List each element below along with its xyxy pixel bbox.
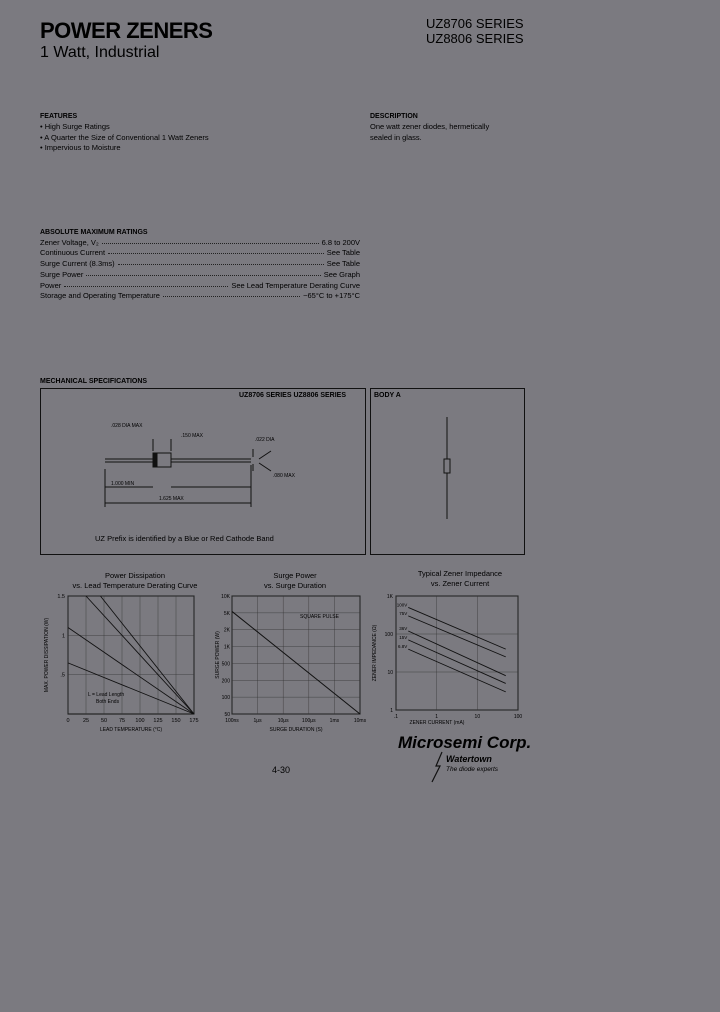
x-tick-label: 100 xyxy=(135,718,145,724)
features-heading: FEATURES xyxy=(40,113,78,120)
rating-row xyxy=(40,248,360,257)
y-tick-label: 2K xyxy=(223,627,230,634)
y-tick-label: 200 xyxy=(221,678,230,685)
dim-label-band: .028 DIA MAX xyxy=(111,423,143,429)
rating-value: −65°C to +175°C xyxy=(303,291,360,300)
y-tick-label: 1.5 xyxy=(57,594,65,600)
dim-label-body-len: .150 MAX xyxy=(181,433,203,439)
x-axis-label: ZENER CURRENT (mA) xyxy=(409,720,465,726)
series-label-1: UZ8706 SERIES xyxy=(426,16,524,31)
rating-row xyxy=(40,281,360,290)
diode-dimension-drawing xyxy=(41,389,365,554)
y-axis-label: MAX. POWER DISSIPATION (W) xyxy=(44,617,50,693)
x-tick-label: 10 xyxy=(474,714,481,720)
body-a-label: BODY A xyxy=(374,392,401,399)
dim-label-total: 1.625 MAX xyxy=(159,496,184,502)
series-label: 6.8V xyxy=(397,644,408,650)
y-tick-label: 1K xyxy=(223,644,230,651)
y-tick-label: 1 xyxy=(390,708,393,714)
page-number: 4-30 xyxy=(272,765,291,775)
plot-frame xyxy=(68,596,194,714)
x-tick-label: 10ms xyxy=(353,718,367,724)
description-line: sealed in glass. xyxy=(370,132,422,142)
series-line xyxy=(408,649,506,692)
series-line xyxy=(408,616,506,657)
series-label: 36V xyxy=(399,625,408,631)
chart2-title-line: vs. Surge Duration xyxy=(263,580,327,590)
x-axis-label: LEAD TEMPERATURE (°C) xyxy=(99,727,163,733)
chart3-title-line: vs. Zener Current xyxy=(430,578,490,588)
x-tick-label: 10μs xyxy=(277,718,289,724)
series-line xyxy=(232,611,360,714)
mechanical-drawing-box xyxy=(40,388,366,555)
rating-value: See Table xyxy=(326,248,360,257)
rating-label: Zener Voltage, V₂ xyxy=(40,238,99,247)
y-tick-label: 1K xyxy=(386,594,393,600)
page-subtitle: 1 Watt, Industrial xyxy=(40,44,160,61)
y-tick-label: 50 xyxy=(224,712,230,718)
x-tick-label: 25 xyxy=(82,718,90,724)
x-tick-label: .1 xyxy=(393,714,399,720)
features-list xyxy=(40,122,209,154)
zener-impedance-chart xyxy=(368,588,528,726)
y-tick-label: 10K xyxy=(221,594,230,600)
y-tick-label: 10 xyxy=(387,670,393,676)
x-tick-label: 1 xyxy=(435,714,439,720)
rating-label: Power xyxy=(40,281,62,290)
dim-label-lead-dia: .022 DIA xyxy=(255,437,275,443)
x-tick-label: 0 xyxy=(66,718,70,724)
mechanical-series-label: UZ8706 SERIES UZ8806 SERIES xyxy=(239,392,346,399)
y-tick-label: 100 xyxy=(221,695,230,702)
chart2-title-line: Surge Power xyxy=(273,571,317,580)
rating-label: Continuous Current xyxy=(40,248,106,257)
x-tick-label: 75 xyxy=(118,718,126,724)
description-line: One watt zener diodes, hermetically xyxy=(370,122,490,131)
series-label: 15V xyxy=(399,634,408,640)
x-tick-label: 100μs xyxy=(301,718,316,724)
x-tick-label: 125 xyxy=(153,718,163,724)
rating-label: Surge Power xyxy=(40,270,84,279)
x-tick-label: 100 xyxy=(513,714,523,720)
body-a-box xyxy=(370,388,525,555)
chart1-title-line: Power Dissipation xyxy=(104,571,166,580)
x-tick-label: 175 xyxy=(189,718,199,724)
logo-subtitle: Watertown xyxy=(446,754,492,764)
power-dissipation-chart xyxy=(40,590,210,735)
rating-value: 6.8 to 200V xyxy=(321,238,360,247)
feature-item: • Impervious to Moisture xyxy=(40,143,121,152)
page-title: POWER ZENERS xyxy=(40,18,213,43)
chart-annotation: SQUARE PULSE xyxy=(300,614,339,620)
rating-row xyxy=(40,238,360,247)
series-label: 100V xyxy=(396,602,408,608)
legend-text: Both Ends xyxy=(96,699,120,705)
x-tick-label: 1μs xyxy=(253,718,262,724)
rating-value: See Lead Temperature Derating Curve xyxy=(231,281,360,290)
dim-label-body-dia: .080 MAX xyxy=(273,473,295,479)
legend-text: L = Lead Length xyxy=(88,692,125,698)
rating-label: Storage and Operating Temperature xyxy=(40,291,160,300)
ratings-heading: ABSOLUTE MAXIMUM RATINGS xyxy=(40,229,148,236)
rating-value: See Graph xyxy=(323,270,360,279)
series-label-2: UZ8806 SERIES xyxy=(426,31,524,46)
description-text xyxy=(370,122,489,143)
description-heading: DESCRIPTION xyxy=(370,113,418,120)
rating-row xyxy=(40,259,360,268)
y-tick-label: 100 xyxy=(384,632,393,638)
series-label: 75V xyxy=(399,610,408,616)
surge-power-chart xyxy=(214,590,367,735)
x-axis-label: SURGE DURATION (S) xyxy=(269,727,323,733)
chart3-title xyxy=(395,569,525,588)
microsemi-logo: Microsemi Corp. xyxy=(398,733,532,752)
body-a-drawing xyxy=(371,389,524,554)
logo-lightning-icon xyxy=(430,752,446,782)
chart2-title xyxy=(225,571,365,590)
x-tick-label: 150 xyxy=(171,718,181,724)
y-tick-label: 1 xyxy=(61,633,65,640)
dim-label-lead: 1.000 MIN xyxy=(111,481,135,487)
y-axis-label: ZENER IMPEDANCE (Ω) xyxy=(372,624,378,682)
x-tick-label: 100ns xyxy=(225,718,239,724)
mechanical-heading: MECHANICAL SPECIFICATIONS xyxy=(40,378,148,385)
rating-value: See Table xyxy=(326,259,360,268)
y-tick-label: 500 xyxy=(221,661,230,668)
feature-item: • A Quarter the Size of Conventional 1 Watt Zeners xyxy=(40,132,209,142)
y-tick-label: .5 xyxy=(60,672,65,679)
x-tick-label: 1ms xyxy=(329,718,340,724)
plot-frame xyxy=(232,596,360,714)
series-line xyxy=(408,631,506,676)
rating-row xyxy=(40,270,360,279)
chart3-title-line: Typical Zener Impedance xyxy=(417,569,503,578)
series-line xyxy=(408,640,506,684)
y-tick-label: 5K xyxy=(223,610,230,617)
series-line xyxy=(408,607,506,649)
y-axis-label: SURGE POWER (W) xyxy=(215,631,221,679)
rating-label: Surge Current (8.3ms) xyxy=(40,259,115,268)
feature-item: • High Surge Ratings xyxy=(40,122,110,131)
cathode-band-caption: UZ Prefix is identified by a Blue or Red Cathode Band xyxy=(95,534,274,543)
logo-tagline: The diode experts xyxy=(446,766,499,773)
rating-row xyxy=(40,291,360,300)
chart1-title-line: vs. Lead Temperature Derating Curve xyxy=(72,580,198,590)
x-tick-label: 50 xyxy=(100,718,108,724)
chart1-title xyxy=(40,571,230,590)
